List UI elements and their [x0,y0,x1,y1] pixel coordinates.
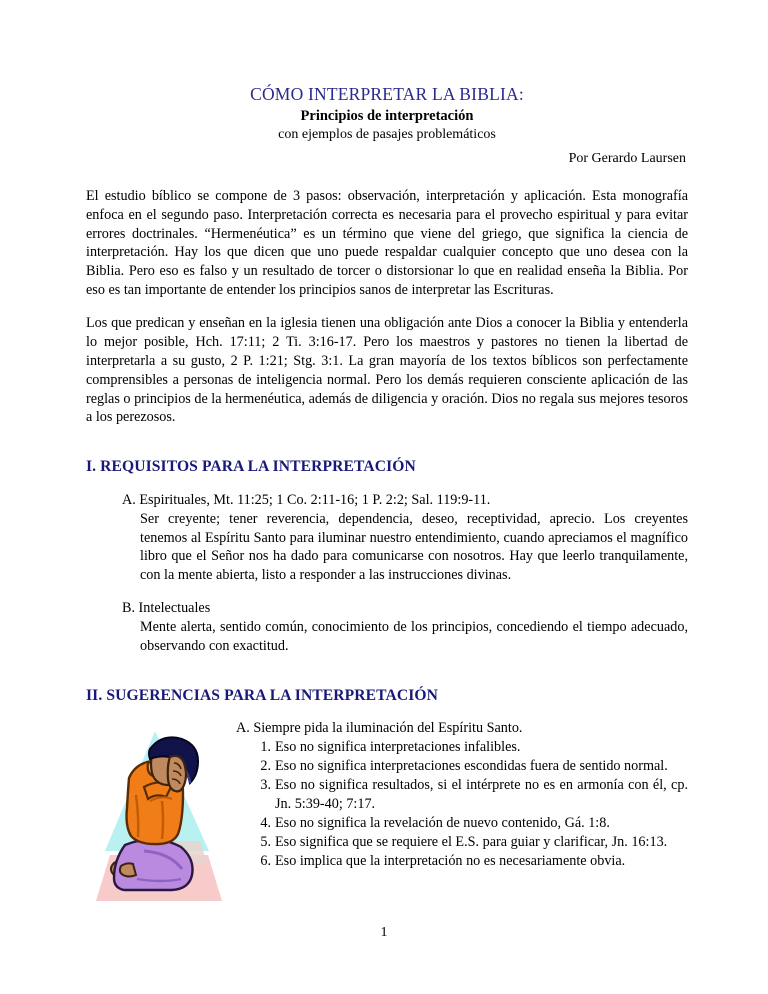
intro-paragraph-1: El estudio bíblico se compone de 3 pasos: observación, interpretación y aplicación. Esta monografía enfoca en el segundo paso. Interpretación correcta es necesaria para el provecho espiritual y para evitar errores doctrinales. “Hermenéutica” es un término que viene del griego, que significa la ciencia de interpretación. Hay los que dicen que uno puede respaldar cualquier concepto que uno desea con la Biblia. Pero eso es falso y un resultado de torcer o distorsionar lo que en realidad enseña la Biblia. Por eso es tan importante de entender los principios sanos de interpretar las Escrituras. [86,187,688,299]
document-author: Por Gerardo Laursen [568,150,686,166]
list-item-number: 6. [260,852,271,869]
section-2-item-a-label: A. Siempre pida la iluminación del Espíritu Santo. [236,720,523,737]
section-heading-2: II. SUGERENCIAS PARA LA INTERPRETACIÓN [86,686,438,704]
list-item-number: 1. [260,739,271,756]
section-heading-1: I. REQUISITOS PARA LA INTERPRETACIÓN [86,458,416,476]
list-item [258,833,688,852]
list-item [258,776,688,814]
spacer [86,705,688,719]
list-item-text: Eso no significa la revelación de nuevo contenido, Gá. 1:8. [275,815,610,832]
list-item [258,852,688,871]
section-2-block [86,719,688,915]
shirt-fold-2 [162,801,163,839]
outline-item-b-body: Mente alerta, sentido común, conocimiento de los principios, concediendo el tiempo adecuado, observando con exactitud. [140,619,688,654]
list-item-text: Eso no significa resultados, si el intérprete no es en armonía con él, cp. Jn. 5:39-40; 7:17. [275,777,688,813]
section-2-numbered-list [236,738,688,871]
praying-person-illustration [92,723,226,911]
list-item-number: 4. [260,815,271,832]
spacer [86,585,688,599]
page-number: 1 [380,925,388,940]
praying-hands-shape [168,756,186,792]
spacer [86,168,688,187]
list-item-number: 2. [260,758,271,775]
spacer [86,477,688,491]
outline-item-a [122,491,688,585]
list-item-text: Eso significa que se requiere el E.S. para guiar y clarificar, Jn. 16:13. [275,834,668,850]
outline-item-a-label: A. Espirituales, Mt. 11:25; 1 Co. 2:11-16; 1 P. 2:2; Sal. 119:9-11. [122,491,491,508]
outline-item-a-body: Ser creyente; tener reverencia, dependencia, deseo, receptividad, aprecio. Los creyentes tenemos al Espíritu Santo para iluminar nuestro entendimiento, cuando apreciamos el magnífico libro que el Señor nos ha dado para comunicarse con nosotros. Hay que leerlo tranquilamente, con la mente abierta, listo a responder a las instrucciones divinas. [140,510,688,584]
intro-paragraph-2: Los que predican y enseñan en la iglesia tienen una obligación ante Dios a conocer la Biblia y entenderla lo mejor posible, Hch. 17:11; 2 Ti. 3:16-17. Pero los maestros y pastores no tienen la libertad de interpretarla a su gusto, 2 P. 1:21; Stg. 3:1. La gran mayoría de los textos bíblicos son perfectamente comprensibles a personas de inteligencia normal. Pero los demás requieren consciente aplicación de las reglas o principios de la hermenéutica, además de diligencia y oración. Dios no regala sus mejores tesoros a los perezosos. [86,315,688,426]
knee-foot-shape [120,864,136,877]
praying-person-clipart [92,723,226,911]
outline-item-b-label: B. Intelectuales [122,600,211,617]
list-item-number: 3. [260,777,271,794]
list-item-text: Eso no significa interpretaciones escondidas fuera de sentido normal. [275,758,668,775]
list-item-text: Eso no significa interpretaciones infalibles. [275,739,521,756]
spacer [86,427,688,457]
section-2-outline [236,719,688,871]
spacer [86,300,688,314]
outline-item-b [122,599,688,656]
list-item-text: Eso implica que la interpretación no es necesariamente obvia. [275,852,626,869]
title-block [86,84,688,168]
document-subsubtitle: con ejemplos de pasajes problemáticos [278,127,496,143]
list-item [258,738,688,757]
list-item [258,814,688,833]
list-item-number: 5. [260,834,271,850]
spacer [86,656,688,686]
document-content [86,84,688,915]
list-item [258,757,688,776]
document-subtitle: Principios de interpretación [300,108,474,124]
page-title: CÓMO INTERPRETAR LA BIBLIA: [250,84,524,104]
